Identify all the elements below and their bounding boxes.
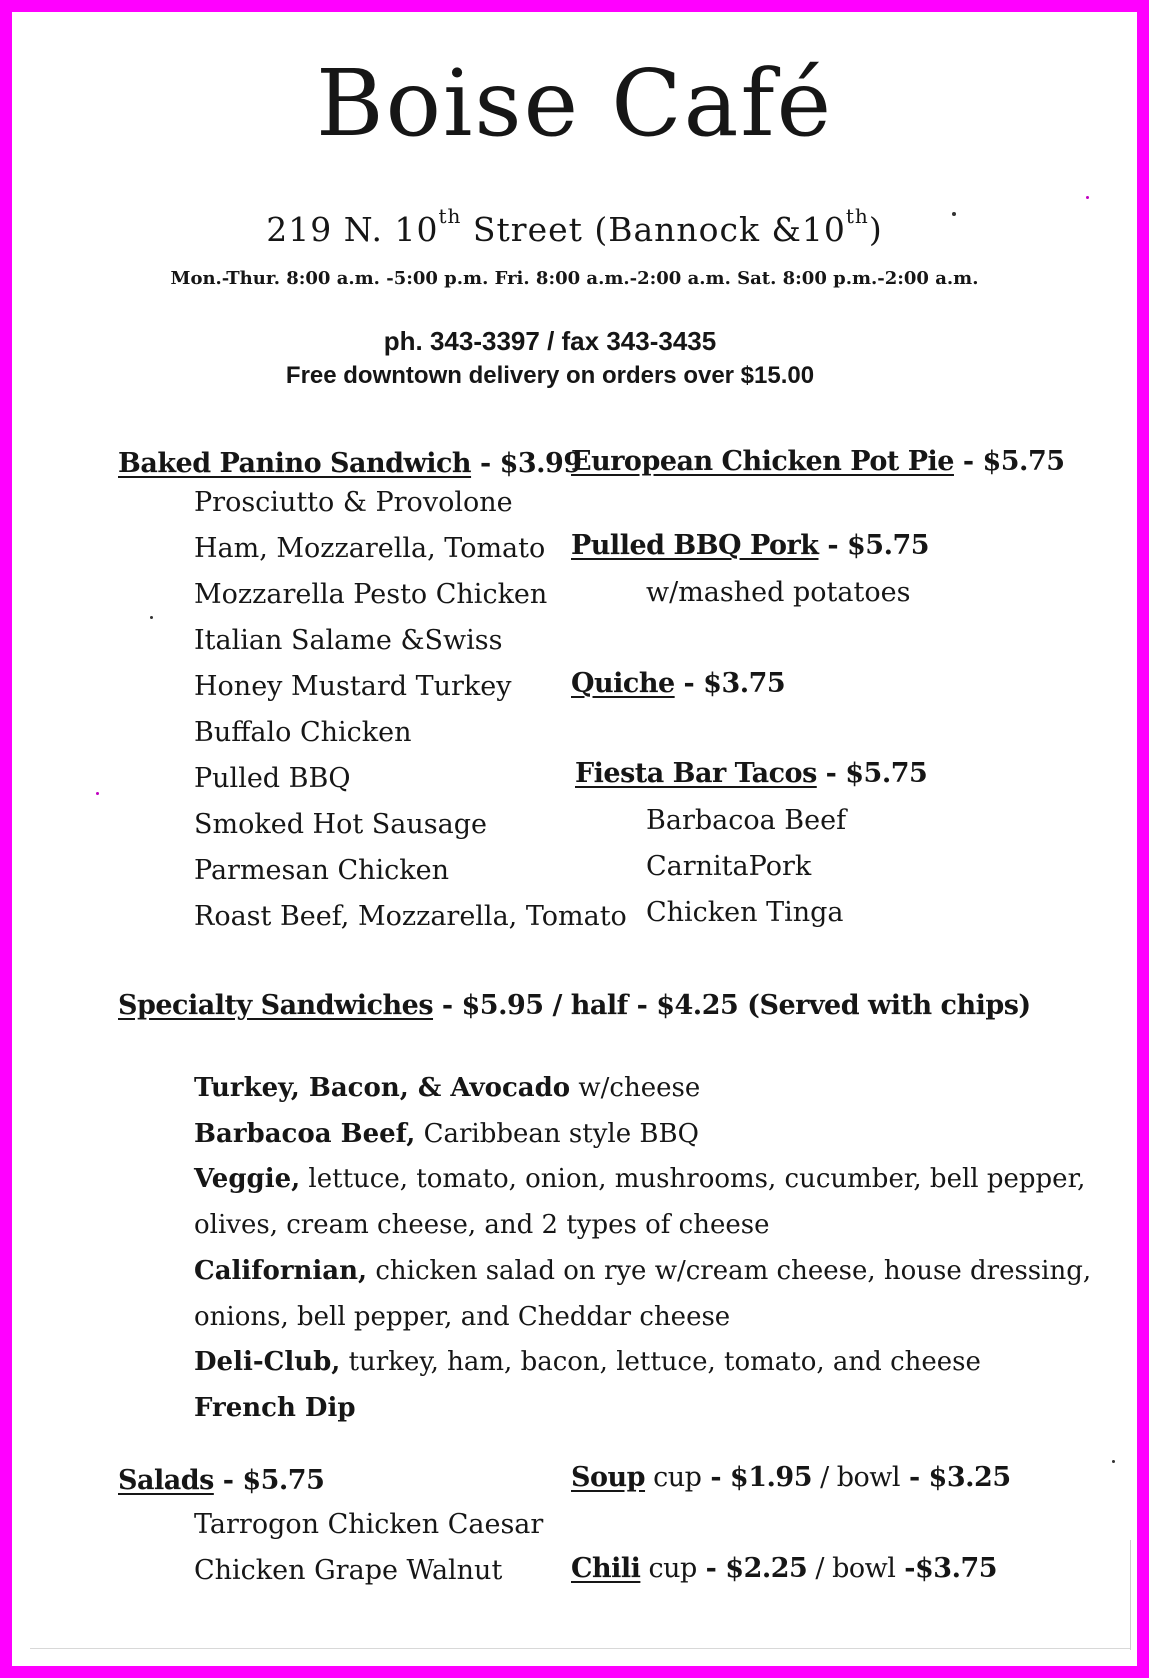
cup-label: cup — [640, 1553, 697, 1584]
address-text: Street (Bannock &10 — [461, 210, 846, 249]
specialty-item-desc: olives, cream cheese, and 2 types of cheese — [194, 1210, 770, 1241]
specialty-item-name: Californian, — [194, 1255, 368, 1286]
menu-item: Roast Beef, Mozzarella, Tomato — [194, 901, 627, 932]
specialty-item-desc: chicken salad on rye w/cream cheese, house dressing, — [367, 1255, 1092, 1286]
section-price: - $5.75 — [953, 446, 1065, 477]
specialty-item — [194, 1066, 1091, 1112]
delivery-note: Free downtown delivery on orders over $15.00 — [285, 362, 815, 389]
scan-speck — [1112, 1460, 1115, 1463]
panino-list — [194, 480, 627, 940]
section-name: Soup — [571, 1462, 646, 1493]
page-edge-line — [1130, 1540, 1131, 1650]
tacos-list — [646, 798, 846, 936]
menu-item: Italian Salame &Swiss — [194, 625, 503, 656]
panino-heading — [118, 448, 582, 480]
menu-item: Barbacoa Beef — [646, 805, 847, 836]
address-text: ) — [868, 210, 883, 249]
pulled-pork-heading — [571, 530, 929, 562]
tacos-heading — [575, 758, 927, 790]
menu-item: Parmesan Chicken — [194, 855, 449, 886]
menu-item: CarnitaPork — [646, 851, 812, 882]
section-price: - $5.75 — [818, 530, 930, 561]
salads-list — [194, 1502, 543, 1594]
salads-heading — [118, 1465, 324, 1497]
specialty-item-desc: w/cheese — [570, 1073, 701, 1103]
specialty-item — [194, 1295, 1091, 1341]
menu-item: Prosciutto & Provolone — [194, 487, 513, 518]
page-edge-line — [30, 1648, 1130, 1649]
section-price: - $5.95 / half - $4.25 (Served with chips) — [433, 990, 1031, 1021]
menu-item: Chicken Grape Walnut — [194, 1555, 503, 1586]
section-name: Specialty Sandwiches — [118, 990, 434, 1021]
menu-item: Honey Mustard Turkey — [194, 671, 512, 702]
cup-label: cup — [645, 1462, 702, 1493]
opening-hours: Mon.-Thur. 8:00 a.m. -5:00 p.m. Fri. 8:00 a.m.-2:00 a.m. Sat. 8:00 p.m.-2:00 a.m. — [170, 268, 979, 289]
section-name: European Chicken Pot Pie — [571, 446, 954, 477]
menu-item: Tarrogon Chicken Caesar — [194, 1509, 544, 1540]
bowl-price: -$3.75 — [895, 1553, 998, 1584]
scan-speck — [1086, 196, 1089, 199]
pot-pie-heading — [571, 446, 1065, 478]
section-price: - $5.75 — [213, 1465, 325, 1496]
specialty-item-name: Turkey, Bacon, & Avocado — [194, 1073, 571, 1103]
section-name: Quiche — [571, 668, 675, 699]
cup-price: - $1.95 — [701, 1462, 812, 1493]
specialty-item-desc: lettuce, tomato, onion, mushrooms, cucumber, bell pepper, — [300, 1164, 1086, 1195]
bowl-price: - $3.25 — [900, 1462, 1011, 1493]
menu-item: Smoked Hot Sausage — [194, 809, 487, 840]
specialty-item — [194, 1203, 1091, 1249]
section-name: Chili — [571, 1553, 641, 1584]
specialty-item-desc: onions, bell pepper, and Cheddar cheese — [194, 1301, 731, 1332]
specialty-item-name: Veggie, — [194, 1164, 301, 1195]
menu-item: Chicken Tinga — [646, 897, 844, 928]
specialty-heading — [118, 990, 1031, 1022]
scan-speck — [96, 792, 99, 795]
price-separator: / — [807, 1553, 833, 1584]
specialty-item — [194, 1112, 1091, 1158]
specialty-item-desc: Caribbean style BBQ — [415, 1118, 699, 1149]
bowl-label: bowl — [836, 1462, 901, 1493]
specialty-item-name: Deli-Club, — [194, 1347, 341, 1378]
price-separator: / — [811, 1462, 837, 1493]
cafe-address — [0, 204, 1149, 249]
section-name: Baked Panino Sandwich — [118, 448, 472, 479]
cup-price: - $2.25 — [696, 1553, 808, 1584]
chili-heading — [571, 1553, 997, 1585]
section-name: Salads — [118, 1465, 214, 1496]
section-price: - $5.75 — [816, 758, 928, 789]
specialty-item — [194, 1249, 1091, 1295]
address-ordinal: th — [845, 204, 869, 228]
specialty-list — [194, 1066, 1091, 1432]
pulled-pork-note: w/mashed potatoes — [646, 577, 911, 608]
specialty-item — [194, 1157, 1091, 1203]
address-ordinal: th — [438, 204, 462, 228]
menu-item: Ham, Mozzarella, Tomato — [194, 533, 546, 564]
section-name: Fiesta Bar Tacos — [575, 758, 817, 789]
menu-item: Buffalo Chicken — [194, 717, 412, 748]
specialty-item — [194, 1340, 1091, 1386]
cafe-title: Boise Café — [315, 50, 834, 157]
soup-heading — [571, 1462, 1011, 1494]
scan-speck — [150, 616, 153, 619]
bowl-label: bowl — [832, 1553, 896, 1584]
specialty-item — [194, 1386, 1091, 1432]
specialty-item-name: French Dip — [194, 1392, 356, 1423]
phone-fax: ph. 343-3397 / fax 343-3435 — [383, 326, 717, 356]
section-price: - $3.75 — [674, 668, 786, 699]
address-text: 219 N. 10 — [266, 210, 439, 249]
section-price: - $3.99 — [471, 448, 582, 479]
menu-item: Mozzarella Pesto Chicken — [194, 579, 548, 610]
specialty-item-desc: turkey, ham, bacon, lettuce, tomato, and cheese — [340, 1347, 981, 1378]
section-name: Pulled BBQ Pork — [571, 530, 819, 561]
quiche-heading — [571, 668, 785, 700]
specialty-item-name: Barbacoa Beef, — [194, 1118, 416, 1149]
menu-item: Pulled BBQ — [194, 763, 351, 794]
